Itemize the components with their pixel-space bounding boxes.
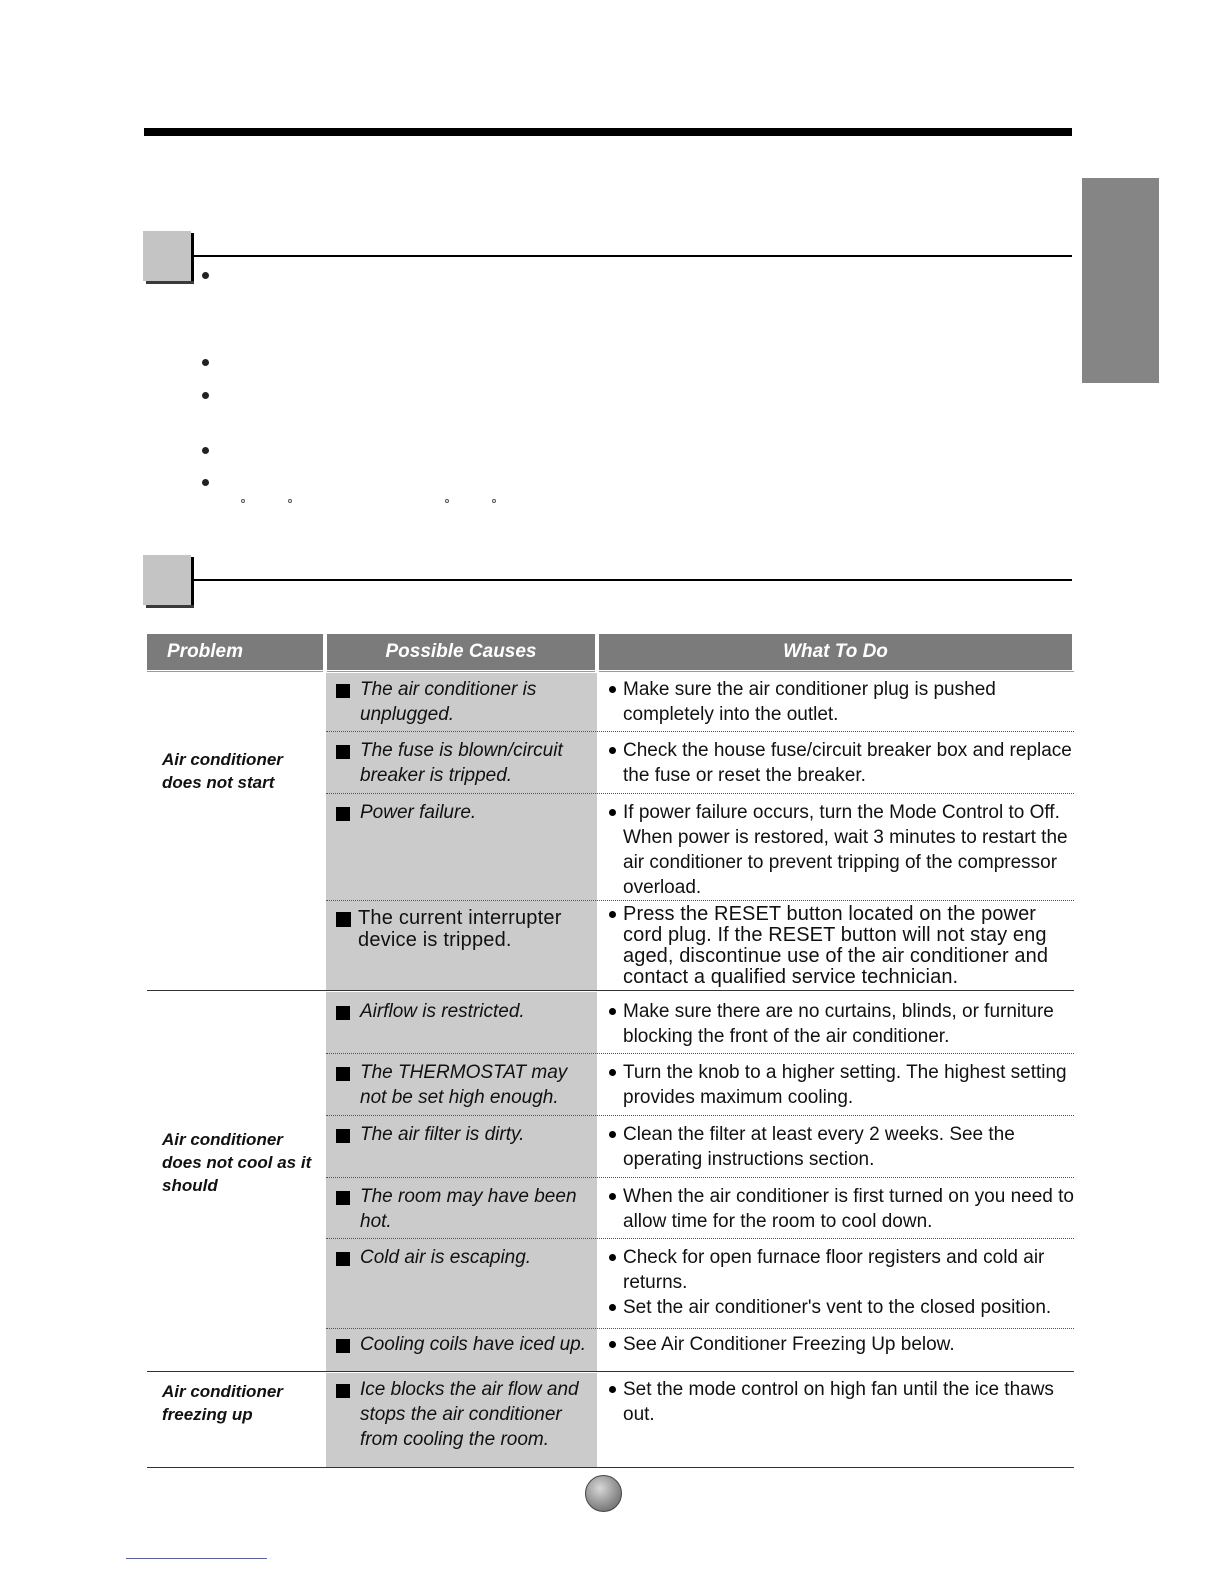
cause-item: The fuse is blown/circuit breaker is tripped.: [336, 738, 596, 788]
group-separator: [147, 1371, 1074, 1372]
todo-item: Set the mode control on high fan until the ice thaws out.: [609, 1377, 1075, 1427]
degree-mark: [241, 499, 245, 503]
row-separator: [326, 1053, 1074, 1054]
todo-item: Press the RESET button located on the power cord plug. If the RESET button will not stay eng aged, discontinue use of the air conditioner and contact a qualified service technician.: [609, 904, 1075, 988]
header-problem: Problem: [147, 634, 323, 670]
row-separator: [326, 1115, 1074, 1116]
todo-item: Turn the knob to a higher setting. The highest setting provides maximum cooling.: [609, 1060, 1075, 1110]
bullet-dot: [202, 479, 209, 486]
bottom-link-underline: [126, 1558, 267, 1559]
todo-item: When the air conditioner is first turned on you need to allow time for the room to cool down.: [609, 1184, 1075, 1234]
section-1-tick: [191, 233, 194, 281]
todo-item: Check for open furnace floor registers and cold air returns.: [609, 1245, 1075, 1295]
section-2-rule: [191, 579, 1072, 581]
section-2-marker: [143, 555, 191, 605]
causes-shading: [326, 992, 597, 1371]
row-separator: [326, 1177, 1074, 1178]
row-separator: [326, 731, 1074, 732]
degree-mark: [492, 499, 496, 503]
cause-item: Cooling coils have iced up.: [336, 1332, 596, 1357]
section-1-rule: [191, 255, 1072, 257]
header-underline: [599, 671, 1074, 672]
bullet-dot: [202, 359, 209, 366]
header-underline: [327, 671, 595, 672]
todo-item: Clean the filter at least every 2 weeks. See the operating instructions section.: [609, 1122, 1075, 1172]
section-1-marker: [143, 231, 191, 281]
problem-label: Air conditioner does not start: [162, 750, 283, 792]
bullet-dot: [202, 272, 209, 279]
todo-item: See Air Conditioner Freezing Up below.: [609, 1332, 1075, 1357]
cause-item: The air filter is dirty.: [336, 1122, 596, 1147]
bullet-dot: [202, 447, 209, 454]
todo-item: If power failure occurs, turn the Mode Control to Off. When power is restored, wait 3 minutes to restart the air conditioner to prevent tripping of the compressor overload.: [609, 800, 1075, 900]
cause-item: The THERMOSTAT may not be set high enough.: [336, 1060, 596, 1110]
page-number-badge: [585, 1475, 622, 1512]
table-bottom-rule: [147, 1467, 1074, 1468]
bullet-dot: [202, 392, 209, 399]
row-separator: [326, 900, 1074, 901]
cause-item: Ice blocks the air flow and stops the air conditioner from cooling the room.: [336, 1377, 596, 1452]
cause-item: Airflow is restricted.: [336, 999, 596, 1024]
side-tab-marker: [1082, 178, 1159, 383]
header-possible-causes: Possible Causes: [327, 634, 595, 670]
header-what-to-do: What To Do: [599, 634, 1072, 670]
todo-item: Set the air conditioner's vent to the closed position.: [609, 1295, 1075, 1320]
cause-item: The current interrupter device is tripped.: [336, 907, 596, 951]
cause-item: Cold air is escaping.: [336, 1245, 596, 1270]
problem-label: Air conditioner does not cool as it should: [162, 1130, 312, 1195]
degree-mark: [288, 499, 292, 503]
degree-mark: [445, 499, 449, 503]
cause-item: The room may have been hot.: [336, 1184, 596, 1234]
row-separator: [326, 793, 1074, 794]
header-underline: [147, 671, 323, 672]
row-separator: [326, 1328, 1074, 1329]
cause-item: Power failure.: [336, 800, 596, 825]
row-separator: [326, 1238, 1074, 1239]
section-2-tick: [191, 557, 194, 605]
problem-label: Air conditioner freezing up: [162, 1382, 283, 1424]
group-separator: [147, 990, 1074, 991]
todo-item: Make sure the air conditioner plug is pushed completely into the outlet.: [609, 677, 1075, 727]
todo-item: Make sure there are no curtains, blinds, or furniture blocking the front of the air conditioner.: [609, 999, 1075, 1049]
top-rule: [144, 128, 1072, 136]
cause-item: The air conditioner is unplugged.: [336, 677, 596, 727]
todo-item: Check the house fuse/circuit breaker box and replace the fuse or reset the breaker.: [609, 738, 1075, 788]
